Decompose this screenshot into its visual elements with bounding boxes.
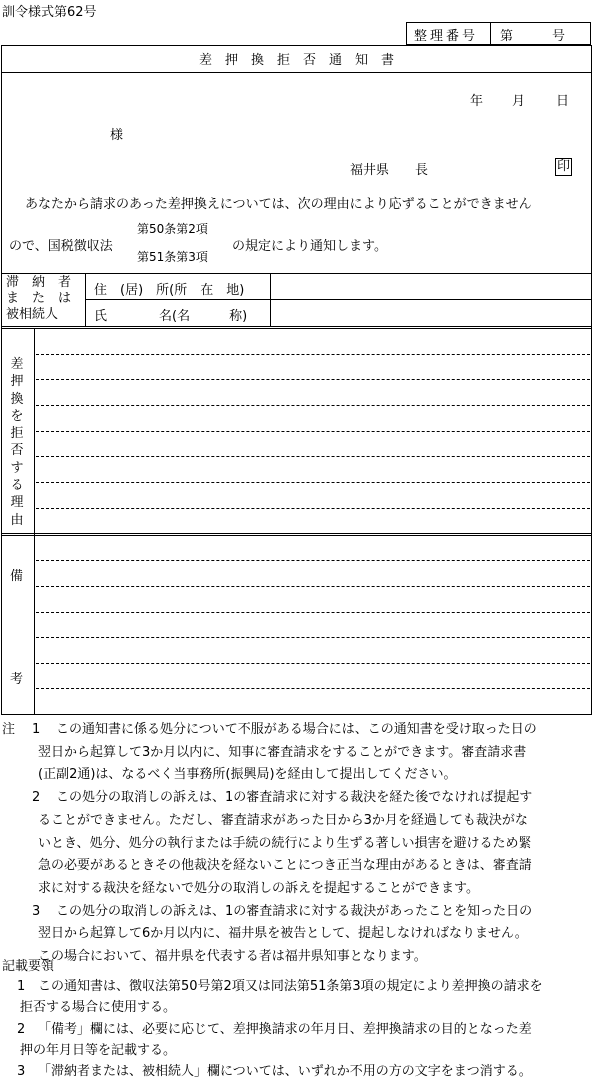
notes-heading: 注 [2, 722, 16, 737]
item-number: 1 [17, 979, 26, 994]
date-month: 月 [512, 94, 526, 109]
body-line1: あなたから請求のあった差押換えについては、次の理由により応ずることができません [25, 197, 532, 212]
item-text-line: ることができません。ただし、審査請求があった日から3か月を経過しても裁決がな [38, 812, 528, 828]
item-text-line: 押の年月日等を記載する。 [20, 1042, 177, 1058]
item-text-line: 求に対する裁決を経ないで処分の取消しの訴えを提起することができます。 [38, 880, 479, 896]
remarks-label-bottom: 考 [10, 672, 24, 687]
reason-label-char: 換 [10, 391, 24, 407]
address-field [272, 275, 590, 297]
addressee-suffix: 様 [110, 128, 124, 143]
item-text-line: いとき、処分、処分の執行または手続の続行により生ずる著しい損害を避けるため緊 [38, 835, 532, 851]
taxpayer-label [6, 275, 71, 323]
seiri-number: 第 号 [500, 29, 566, 44]
law-ref-51: 第51条第3項 [137, 250, 208, 264]
remarks-label-top: 備 [10, 569, 24, 584]
item-text-line: この場合において、福井県を代表する者は福井県知事となります。 [38, 949, 427, 964]
form-frame [1, 45, 592, 715]
item-text-line: 「滞納者または、被相続人」欄については、いずれか不用の方の文字をまつ消する。 [38, 1064, 532, 1080]
body-line2-suffix: の規定により通知します。 [232, 239, 387, 254]
item-text-line: この処分の取消しの訴えは、1の審査請求に対する裁決があったことを知った日の [56, 903, 533, 919]
item-text-line: 翌日から起算して3か月以内に、知事に審査請求をすることができます。審査請求書 [38, 744, 527, 760]
issuer: 福井県 長 [350, 163, 429, 178]
reason-label-char: る [10, 478, 24, 494]
taxpayer-label-line2: ま た は [6, 291, 72, 306]
item-text-line: 拒否する場合に使用する。 [20, 1000, 177, 1016]
item-text-line: 急の必要があるときその他裁決を経ないことにつき正当な理由があるときは、審査請 [38, 858, 532, 874]
date-year: 年 [470, 94, 484, 109]
taxpayer-label-line3: 被相続人 [6, 307, 59, 322]
law-ref-50: 第50条第2項 [137, 222, 208, 236]
item-text-line: (正副2通)は、なるべく当事務所(振興局)を経由して提出してください。 [38, 767, 457, 783]
reason-label-char: 押 [10, 374, 24, 390]
body-line2-prefix: ので、国税徴収法 [9, 239, 113, 254]
item-text-line: この通知書に係る処分について不服がある場合には、この通知書を受け取った日の [56, 722, 537, 737]
reason-label-char: 理 [10, 495, 24, 511]
taxpayer-label-line1: 滞 納 者 [6, 275, 72, 290]
item-text-line: 翌日から起算して6か月以内に、福井県を被告として、提起しなければなりません。 [38, 926, 528, 942]
item-number: 3 [32, 903, 41, 919]
reason-label [7, 356, 27, 529]
item-text-line: この通知書は、徴収法第50号第2項又は同法第51条第3項の規定により差押換の請求を [38, 979, 543, 994]
name-field [272, 301, 590, 323]
item-number: 3 [17, 1064, 26, 1080]
instructions-heading: 記載要領 [2, 959, 55, 974]
item-text-line: この処分の取消しの訴えは、1の審査請求に対する裁決を経た後でなければ提起す [56, 790, 533, 806]
item-text-line: 「備考」欄には、必要に応じて、差押換請求の年月日、差押換請求の目的となった差 [38, 1021, 532, 1037]
item-number: 2 [32, 790, 41, 806]
reason-label-char: を [10, 408, 24, 424]
reason-label-char: 否 [10, 443, 24, 459]
form-label: 訓令様式第62号 [2, 5, 97, 20]
reason-label-char: 差 [10, 357, 24, 372]
address-label: 住 (居) 所(所 在 地) [94, 283, 245, 298]
reason-label-char: す [10, 460, 24, 476]
reason-label-char: 拒 [10, 426, 24, 442]
reason-label-char: 由 [10, 512, 24, 528]
name-label: 氏 名(名 称) [94, 309, 248, 324]
form-title: 差 押 換 拒 否 通 知 書 [198, 53, 394, 68]
date-day: 日 [556, 94, 570, 109]
item-number: 1 [32, 722, 41, 737]
seal-mark: 印 [557, 159, 571, 174]
seiri-label: 整理番号 [414, 29, 479, 44]
item-number: 2 [17, 1021, 26, 1037]
